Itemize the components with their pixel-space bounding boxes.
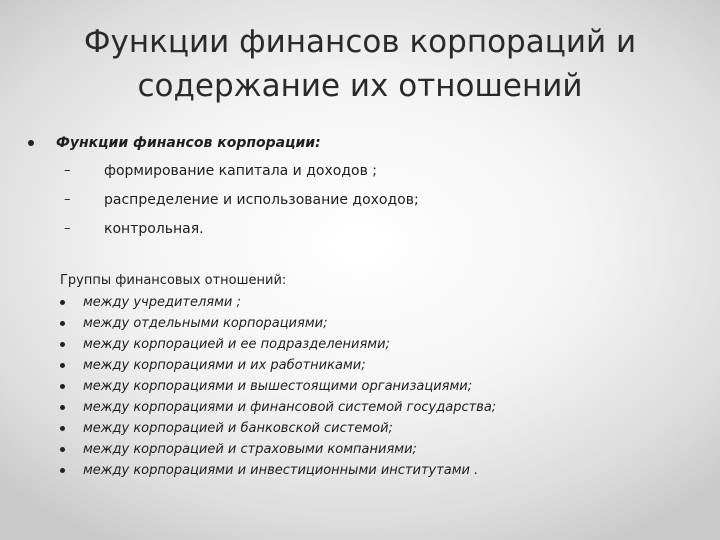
dash-bullet-icon: – — [64, 221, 71, 236]
functions-item-text: распределение и использование доходов; — [104, 191, 419, 208]
groups-list-item — [60, 355, 700, 376]
bullet-dot-icon — [60, 405, 65, 410]
groups-item-text: между корпорациями и вышестоящими организациями; — [83, 379, 473, 394]
dash-bullet-icon: – — [64, 163, 71, 178]
functions-item-text: формирование капитала и доходов ; — [104, 162, 377, 179]
functions-list-item — [28, 185, 688, 214]
slide-title-line-2: содержание их отношений — [137, 68, 583, 104]
functions-list-item — [28, 156, 688, 185]
groups-list-item — [60, 439, 700, 460]
bullet-dot-icon — [60, 300, 65, 305]
dash-bullet-icon: – — [64, 192, 71, 207]
groups-item-text: между корпорациями и финансовой системой государства; — [83, 400, 497, 415]
groups-list-item — [60, 460, 700, 481]
groups-item-text: между корпорацией и страховыми компаниями; — [83, 442, 417, 457]
groups-item-text: между корпорацией и банковской системой; — [83, 421, 393, 436]
groups-list-item — [60, 313, 700, 334]
groups-section — [60, 270, 700, 481]
bullet-dot-icon — [60, 426, 65, 431]
groups-list — [60, 292, 700, 481]
groups-list-item — [60, 334, 700, 355]
functions-item-text: контрольная. — [104, 220, 204, 237]
bullet-dot-icon — [60, 321, 65, 326]
bullet-dot-icon — [60, 384, 65, 389]
groups-item-text: между корпорацией и ее подразделениями; — [83, 337, 390, 352]
functions-list-item — [28, 214, 688, 243]
groups-list-item — [60, 397, 700, 418]
bullet-dot-icon — [28, 140, 34, 146]
groups-item-text: между корпорациями и их работниками; — [83, 358, 366, 373]
groups-list-item — [60, 418, 700, 439]
functions-heading: Функции финансов корпорации: — [56, 135, 321, 151]
functions-section — [28, 130, 688, 243]
functions-list — [28, 156, 688, 243]
bullet-dot-icon — [60, 447, 65, 452]
groups-heading: Группы финансовых отношений: — [60, 273, 287, 288]
bullet-dot-icon — [60, 468, 65, 473]
slide-title — [40, 20, 680, 108]
groups-item-text: между учредителями ; — [83, 295, 241, 310]
slide-title-line-1: Функции финансов корпораций и — [83, 24, 637, 60]
bullet-dot-icon — [60, 342, 65, 347]
bullet-dot-icon — [60, 363, 65, 368]
functions-heading-row — [28, 130, 688, 156]
groups-list-item — [60, 376, 700, 397]
groups-item-text: между корпорациями и инвестиционными институтами . — [83, 463, 479, 478]
groups-item-text: между отдельными корпорациями; — [83, 316, 328, 331]
groups-list-item — [60, 292, 700, 313]
